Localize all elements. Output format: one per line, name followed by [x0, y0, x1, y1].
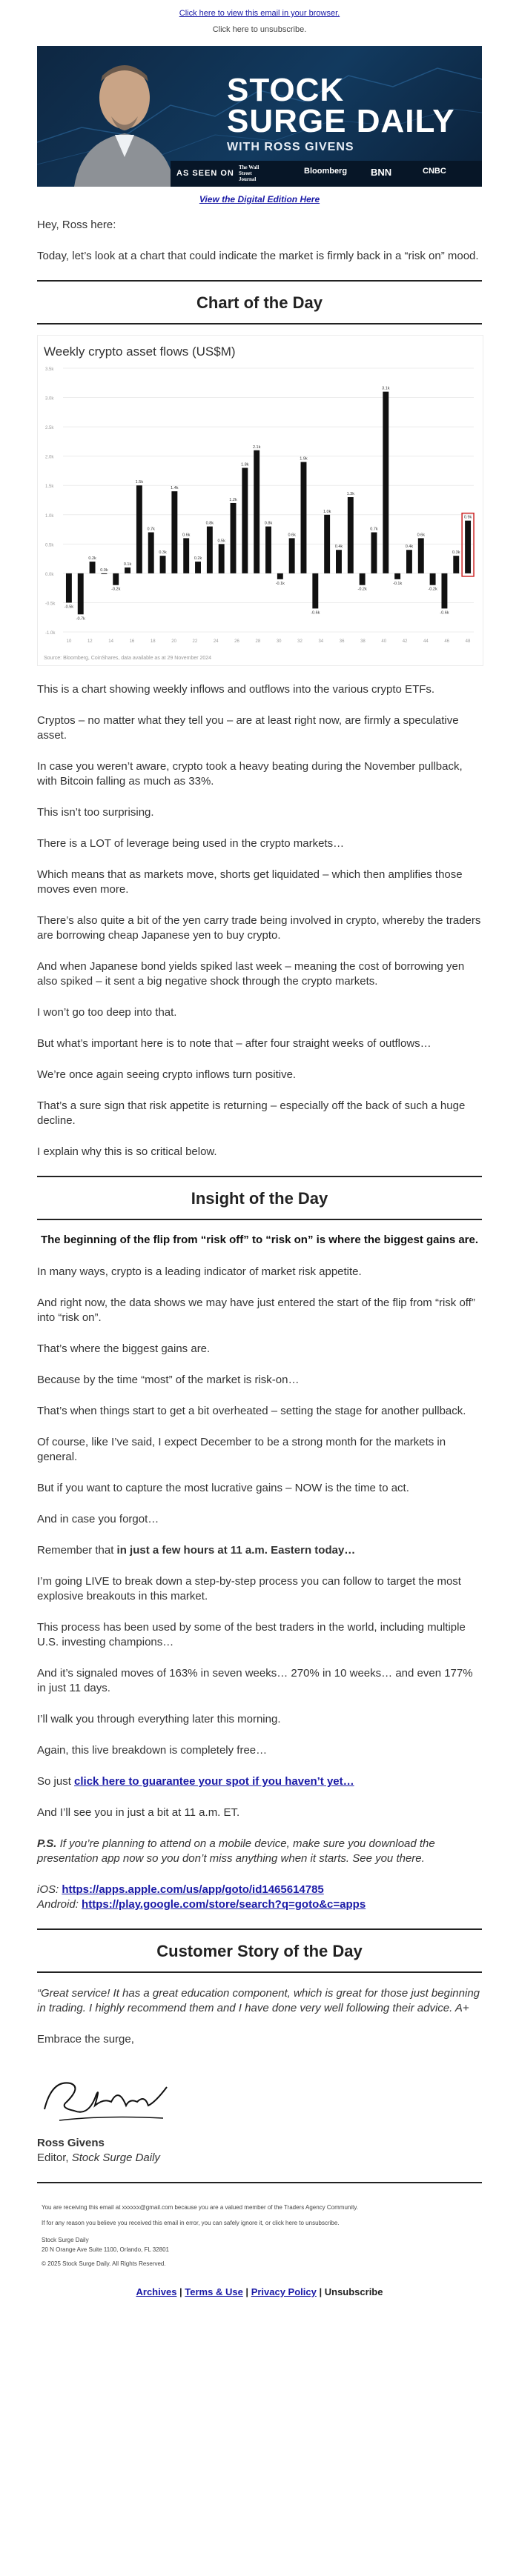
bar: [394, 573, 400, 579]
data-label: 1.2k: [229, 497, 237, 502]
bar: [418, 538, 424, 573]
x-tick-label: 24: [213, 639, 219, 644]
data-label: 0.8k: [264, 521, 273, 526]
ps-paragraph: [37, 1837, 482, 1866]
data-label: 0.8k: [205, 521, 214, 526]
archives-link[interactable]: Archives: [136, 2286, 177, 2297]
footer-line-2: If for any reason you believe you received this email in error, you can safely ignore it, or click here to unsubscribe.: [42, 2220, 340, 2226]
insight-body: [37, 1265, 482, 1527]
paragraph: But if you want to capture the most lucrative gains – NOW is the time to act.: [37, 1482, 409, 1494]
data-label: 0.6k: [182, 533, 191, 538]
data-label: 0.2k: [88, 556, 96, 562]
paragraph: That’s a sure sign that risk appetite is returning – especially off the back of such a huge decline.: [37, 1099, 466, 1127]
y-tick-label: 2.0k: [45, 455, 54, 460]
ps-label: P.S.: [37, 1837, 57, 1850]
view-in-browser: [37, 0, 482, 18]
y-tick-label: 3.5k: [45, 367, 54, 372]
y-tick-label: 3.0k: [45, 396, 54, 402]
header-banner: [37, 46, 482, 187]
bar: [348, 497, 354, 573]
bar: [90, 562, 96, 573]
paragraph: I won’t go too deep into that.: [37, 1006, 177, 1019]
intro-paragraph: Today, let’s look at a chart that could indicate the market is firmly back in a “risk on” mood.: [37, 250, 479, 262]
bar: [231, 503, 237, 573]
paragraph: Which means that as markets move, shorts get liquidated – which then amplifies those moves even more.: [37, 868, 463, 896]
data-label: 2.1k: [252, 445, 261, 450]
chart-canvas: [38, 336, 483, 665]
brand-line-1: STOCK: [227, 72, 345, 108]
email-container: [37, 0, 482, 2297]
bar: [242, 467, 248, 573]
y-tick-label: 1.5k: [45, 485, 54, 490]
ios-app-link[interactable]: https://apps.apple.com/us/app/goto/id1465614785: [62, 1883, 324, 1896]
digital-edition: [37, 194, 482, 204]
x-tick-label: 44: [423, 639, 429, 644]
android-label: Android:: [37, 1898, 82, 1911]
customer-quote: “Great service! It has a great education component, which is great for those just beginning in trading. I highly recommend them and I have done very well following their advice. A+: [37, 1987, 480, 2014]
paragraph: That’s where the biggest gains are.: [37, 1342, 211, 1355]
paragraph: That’s when things start to get a bit overheated – setting the stage for another pullback.: [37, 1405, 466, 1417]
unsubscribe-link[interactable]: Click here to unsubscribe.: [212, 25, 307, 34]
bar: [125, 568, 130, 573]
bnn-logo: BNN: [371, 167, 392, 178]
paragraph: And right now, the data shows we may have just entered the start of the flip from “risk off” into “risk on”.: [37, 1297, 475, 1324]
editor-publication: Stock Surge Daily: [71, 2151, 160, 2164]
paragraph: There’s also quite a bit of the yen carry trade being involved in crypto, whereby the traders are borrowing cheap Japanese yen to buy crypto.: [37, 914, 481, 942]
data-label: 0.4k: [405, 545, 414, 550]
x-tick-label: 34: [318, 639, 324, 644]
x-tick-label: 28: [255, 639, 261, 644]
data-label: -0.1k: [392, 581, 403, 586]
divider: [37, 323, 482, 325]
bar: [66, 573, 72, 603]
bloomberg-logo: Bloomberg: [304, 167, 348, 176]
brand-line-3: WITH ROSS GIVENS: [227, 141, 354, 153]
bar: [336, 550, 342, 573]
paragraph: And it’s signaled moves of 163% in seven weeks… 270% in 10 weeks… and even 177% in just 11 days.: [37, 1667, 473, 1694]
data-label: 1.5k: [135, 480, 144, 485]
guarantee-paragraph: [37, 1774, 482, 1789]
bar: [136, 485, 142, 573]
signature-image: [37, 2065, 482, 2131]
bar: [160, 556, 166, 573]
guarantee-spot-link[interactable]: click here to guarantee your spot if you haven’t yet…: [74, 1775, 354, 1788]
paragraph: This process has been used by some of the best traders in the world, including multiple U.S. investing champions…: [37, 1621, 466, 1648]
data-label: -0.5k: [64, 605, 74, 610]
terms-link[interactable]: Terms & Use: [185, 2286, 243, 2297]
bar: [383, 392, 389, 573]
paragraph: We’re once again seeing crypto inflows turn positive.: [37, 1068, 297, 1081]
y-tick-label: -1.0k: [45, 631, 56, 636]
x-tick-label: 16: [129, 639, 135, 644]
x-tick-label: 10: [66, 639, 72, 644]
bar: [195, 562, 201, 573]
y-tick-label: -0.5k: [45, 602, 56, 607]
data-label: -0.6k: [440, 610, 449, 616]
bar: [301, 462, 307, 573]
x-tick-label: 40: [381, 639, 387, 644]
as-seen-on-label: AS SEEN ON: [176, 169, 234, 178]
bar: [453, 556, 459, 573]
remember-bold: in just a few hours at 11 a.m. Eastern today…: [116, 1544, 356, 1557]
paragraph: Cryptos – no matter what they tell you – are at least right now, are firmly a speculative asset.: [37, 714, 459, 742]
divider: [37, 2182, 482, 2183]
insight-body-2: [37, 1574, 482, 1758]
bar: [148, 533, 154, 573]
remember-prefix: Remember that: [37, 1544, 117, 1557]
y-tick-label: 2.5k: [45, 426, 54, 431]
bar: [289, 538, 295, 573]
bar: [183, 538, 189, 573]
footer-address-2: 20 N Orange Ave Suite 1100, Orlando, FL 32801: [42, 2246, 169, 2253]
data-label: 0.7k: [370, 527, 378, 532]
bar: [113, 573, 119, 585]
paragraph: Again, this live breakdown is completely free…: [37, 1744, 268, 1757]
android-app-link[interactable]: https://play.google.com/store/search?q=goto&c=apps: [82, 1898, 366, 1911]
data-label: 0.1k: [123, 562, 132, 567]
data-label: 0.6k: [288, 533, 296, 538]
paragraph: Of course, like I’ve said, I expect December to be a strong month for the markets in general.: [37, 1436, 446, 1463]
editor-prefix: Editor,: [37, 2151, 72, 2164]
data-label: -0.2k: [428, 587, 437, 592]
x-tick-label: 42: [402, 639, 408, 644]
paragraph: Because by the time “most” of the market is risk-on…: [37, 1374, 300, 1386]
cnbc-logo: CNBC: [423, 167, 446, 176]
x-tick-label: 38: [360, 639, 366, 644]
x-tick-label: 22: [192, 639, 198, 644]
x-tick-label: 18: [150, 639, 156, 644]
paragraph: I’m going LIVE to break down a step-by-step process you can follow to target the most explosive breakouts in this market.: [37, 1575, 461, 1602]
insight-section-title: Insight of the Day: [191, 1189, 328, 1208]
paragraph: There is a LOT of leverage being used in the crypto markets…: [37, 837, 345, 850]
data-label: 1.0k: [323, 509, 331, 514]
data-label: 1.8k: [241, 462, 249, 467]
bar: [371, 533, 377, 573]
footer-copyright: © 2025 Stock Surge Daily. All Rights Reserved.: [42, 2260, 166, 2267]
so-just: So just: [37, 1775, 75, 1788]
data-label: -0.2k: [111, 587, 121, 592]
divider: [37, 1971, 482, 1973]
paragraph: In case you weren’t aware, crypto took a heavy beating during the November pullback, with Bitcoin falling as much as 33%.: [37, 760, 463, 788]
chart-title: Weekly crypto asset flows (US$M): [44, 345, 236, 359]
greeting: Hey, Ross here:: [37, 219, 116, 231]
data-label: 0.7k: [147, 527, 155, 532]
data-label: 0.9k: [463, 515, 472, 520]
paragraph: This isn’t too surprising.: [37, 806, 154, 819]
bar: [465, 521, 471, 573]
data-label: -0.2k: [357, 587, 367, 592]
wsj-logo: The Wall Street Journal: [239, 164, 260, 182]
footer-legal: [37, 2203, 482, 2269]
signature-icon: [37, 2065, 185, 2131]
data-label: 3.1k: [382, 386, 390, 391]
story-section-title: Customer Story of the Day: [156, 1942, 363, 1960]
data-label: 1.3k: [346, 492, 355, 497]
footer-line-1: You are receiving this email at xxxxxx@gmail.com because you are a valued member of the Traders Agency Community.: [42, 2204, 358, 2211]
paragraph: And when Japanese bond yields spiked last week – meaning the cost of borrowing yen also spiked – it sent a big negative shock through the crypto markets.: [37, 960, 465, 988]
digital-edition-link[interactable]: View the Digital Edition Here: [199, 194, 320, 204]
data-label: 0.0k: [100, 568, 108, 573]
y-tick-label: 0.0k: [45, 572, 54, 577]
insight-headline: The beginning of the flip from “risk off” to “risk on” is where the biggest gains are.: [40, 1234, 479, 1246]
author-name: Ross Givens: [37, 2137, 105, 2149]
bar: [254, 450, 260, 573]
data-label: 1.4k: [171, 486, 179, 491]
y-tick-label: 0.5k: [45, 543, 54, 548]
view-in-browser-link[interactable]: Click here to view this email in your browser.: [179, 9, 340, 18]
chart-source: Source: Bloomberg, CoinShares, data available as at 29 November 2024: [44, 656, 212, 661]
paragraph: This is a chart showing weekly inflows and outflows into the various crypto ETFs.: [37, 683, 435, 696]
data-label: 0.5k: [217, 539, 225, 544]
paragraph: In many ways, crypto is a leading indicator of market risk appetite.: [37, 1265, 362, 1278]
unsubscribe-footer-link[interactable]: Unsubscribe: [324, 2286, 383, 2297]
paragraph: And in case you forgot…: [37, 1513, 159, 1525]
data-label: 0.3k: [452, 550, 460, 556]
author-title: [37, 2151, 482, 2166]
app-links: [37, 1883, 482, 1912]
bar: [101, 573, 107, 574]
bar: [78, 573, 84, 614]
divider: [37, 1219, 482, 1220]
data-label: -0.7k: [76, 616, 85, 622]
see-you-paragraph: And I’ll see you in just a bit at 11 a.m. ET.: [37, 1806, 240, 1819]
data-label: 0.2k: [194, 556, 202, 562]
bar: [430, 573, 436, 585]
x-tick-label: 48: [465, 639, 471, 644]
bar: [324, 515, 330, 573]
bar: [171, 491, 177, 573]
bar: [219, 544, 225, 573]
bar: [265, 527, 271, 573]
data-label: 0.4k: [334, 545, 343, 550]
y-tick-label: 1.0k: [45, 513, 54, 519]
x-tick-label: 46: [444, 639, 450, 644]
paragraph: I’ll walk you through everything later this morning.: [37, 1713, 281, 1725]
sign-off: Embrace the surge,: [37, 2033, 134, 2046]
x-tick-label: 32: [297, 639, 303, 644]
x-tick-label: 14: [108, 639, 113, 644]
brand-line-2: SURGE DAILY: [227, 103, 455, 139]
data-label: -0.6k: [311, 610, 320, 616]
paragraph: But what’s important here is to note that – after four straight weeks of outflows…: [37, 1037, 432, 1050]
x-tick-label: 20: [171, 639, 176, 644]
bar: [406, 550, 412, 573]
host-portrait: [59, 46, 189, 187]
privacy-link[interactable]: Privacy Policy: [251, 2286, 317, 2297]
bar: [360, 573, 366, 585]
article-body: [37, 682, 482, 1159]
paragraph: I explain why this is so critical below.: [37, 1145, 217, 1158]
data-label: -0.1k: [275, 581, 285, 586]
chart-section-title: Chart of the Day: [196, 293, 323, 312]
x-tick-label: 12: [87, 639, 93, 644]
footer-address-1: Stock Surge Daily: [42, 2237, 89, 2243]
ios-label: iOS:: [37, 1883, 62, 1896]
x-tick-label: 36: [339, 639, 345, 644]
footer-nav: Archives | Terms & Use | Privacy Policy | Unsubscribe: [136, 2286, 383, 2297]
crypto-flows-chart: [37, 335, 483, 666]
data-label: 0.3k: [159, 550, 167, 556]
data-label: 1.9k: [300, 456, 308, 462]
remember-paragraph: [37, 1543, 482, 1558]
ps-text: If you’re planning to attend on a mobile device, make sure you download the presentation app now so you don’t miss anything when it starts. See you there.: [37, 1837, 435, 1865]
x-tick-label: 26: [234, 639, 239, 644]
bar: [312, 573, 318, 608]
bar: [441, 573, 447, 608]
bar: [207, 527, 213, 573]
x-tick-label: 30: [276, 639, 282, 644]
data-label: 0.6k: [417, 533, 425, 538]
bar: [277, 573, 283, 579]
